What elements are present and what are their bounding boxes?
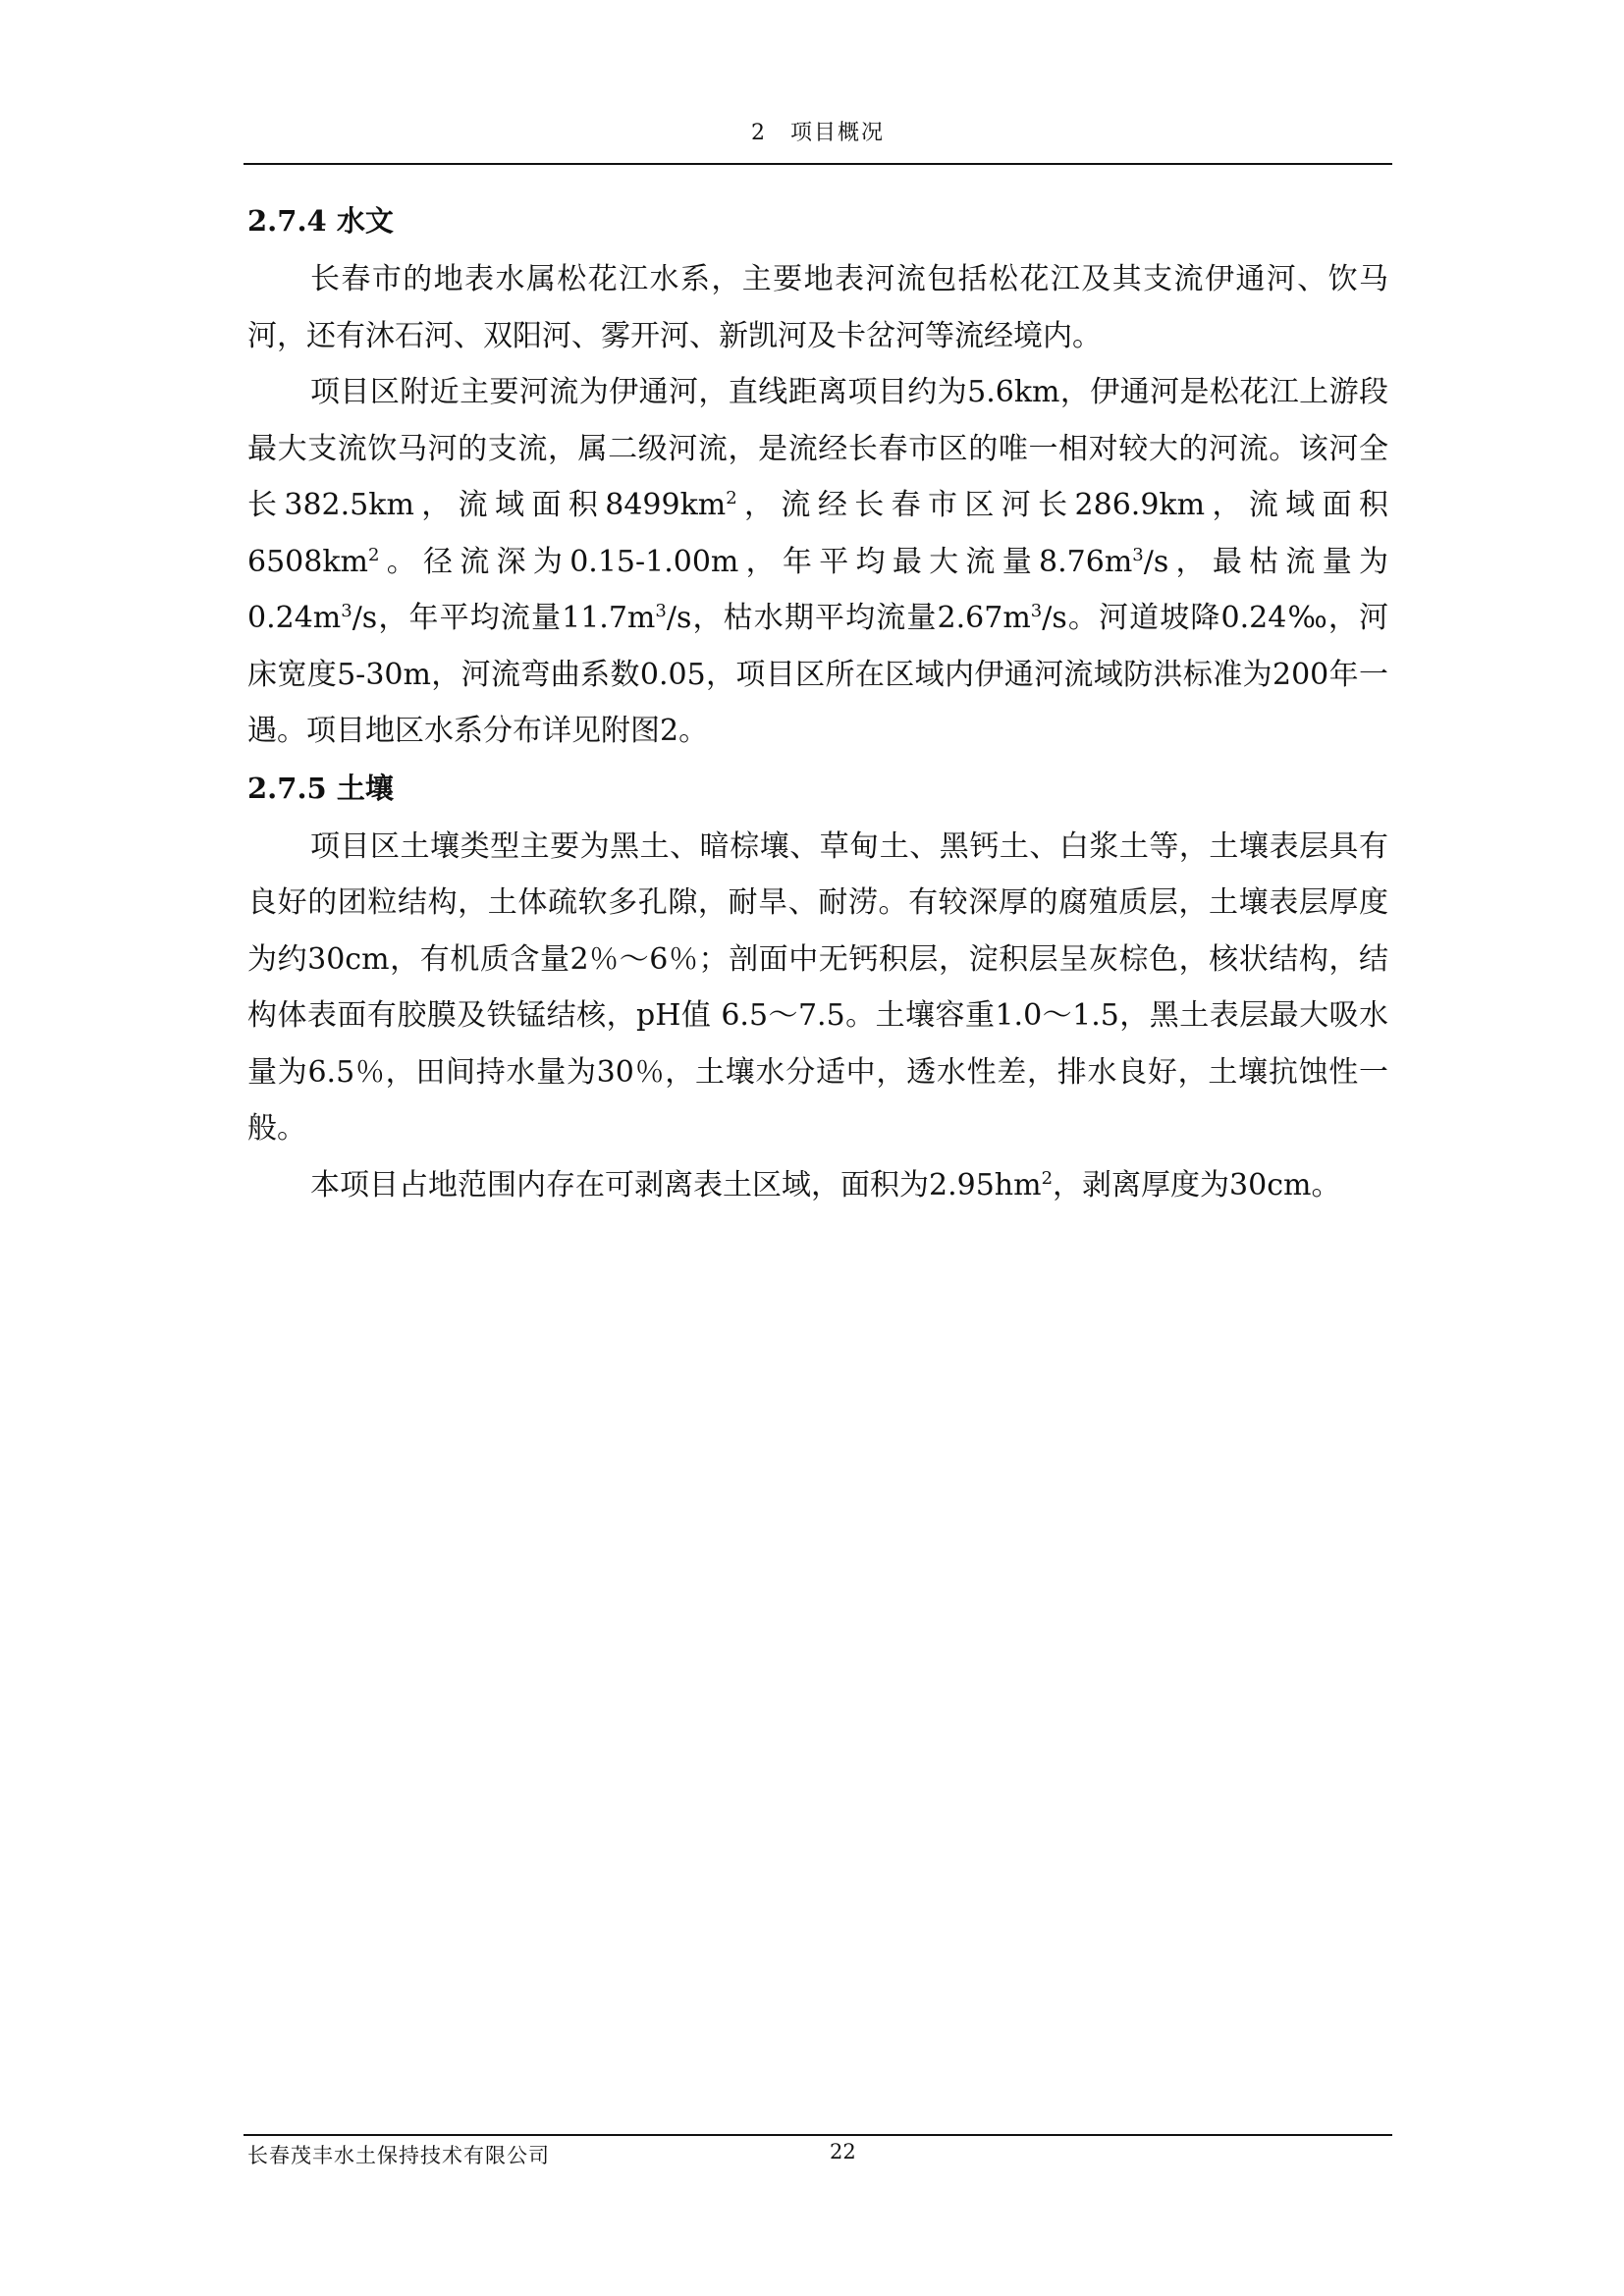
text-run: /s，年平均流量11.7m	[352, 601, 656, 635]
superscript: 3	[1132, 544, 1144, 565]
superscript: 2	[1041, 1167, 1054, 1189]
text-run: 本项目占地范围内存在可剥离表土区域，面积为2.95hm	[310, 1167, 1042, 1202]
page-body	[247, 196, 1388, 1213]
text-run: ，剥离厚度为30cm。	[1053, 1167, 1341, 1202]
text-run: 项目区附近主要河流为伊通河，直线距离项目约为5.6km，伊通河是松花江上游段最大支流饮马河的支流，属二级河流，是流经长春市区的唯一相对较大的河流。该河全长382.5km，流域面积8499km	[247, 375, 1388, 522]
section-heading-hydrology: 2.7.4 水文	[247, 204, 394, 238]
footer-rule	[244, 2134, 1392, 2136]
paragraph-soil-1: 项目区土壤类型主要为黑土、暗棕壤、草甸土、黑钙土、白浆土等，土壤表层具有良好的团粒结构，土体疏软多孔隙，耐旱、耐涝。有较深厚的腐殖质层，土壤表层厚度为约30cm，有机质含量2％～6％；剖面中无钙积层，淀积层呈灰棕色，核状结构，结构体表面有胶膜及铁锰结核，pH值 6.5～7.5。土壤容重1.0～1.5，黑土表层最大吸水量为6.5％，田间持水量为30％，土壤水分适中，透水性差，排水良好，土壤抗蚀性一般。	[247, 828, 1388, 1146]
superscript: 3	[1030, 601, 1043, 621]
text-run: /s，最枯流量为0.24m	[247, 544, 1389, 635]
footer-company: 长春茂丰水土保持技术有限公司	[247, 2144, 550, 2167]
page-number: 22	[830, 2140, 856, 2163]
paragraph-soil-2	[247, 1157, 1388, 1214]
text-run: /s。河道坡降0.24‰，河床宽度5-30m，河流弯曲系数0.05，项目区所在区域内伊通河流域防洪标准为200年一遇。项目地区水系分布详见附图2。	[247, 601, 1389, 748]
superscript: 2	[367, 544, 380, 565]
running-header: 2 项目概况	[751, 121, 885, 145]
header-rule	[244, 163, 1392, 165]
section-heading-soil: 2.7.5 土壤	[247, 771, 394, 805]
paragraph-hydrology-1: 长春市的地表水属松花江水系，主要地表河流包括松花江及其支流伊通河、饮马河，还有沐石河、双阳河、雾开河、新凯河及卡岔河等流经境内。	[247, 262, 1388, 353]
paragraph-hydrology-2	[247, 364, 1388, 760]
text-run: 。径流深为0.15-1.00m，年平均最大流量8.76m	[379, 544, 1133, 579]
superscript: 2	[726, 488, 737, 508]
superscript: 3	[341, 601, 352, 621]
superscript: 3	[655, 601, 667, 621]
text-run: ，流经长春市区河长286.9km，流域面积6508km	[247, 488, 1388, 579]
text-run: /s，枯水期平均流量2.67m	[666, 601, 1031, 635]
